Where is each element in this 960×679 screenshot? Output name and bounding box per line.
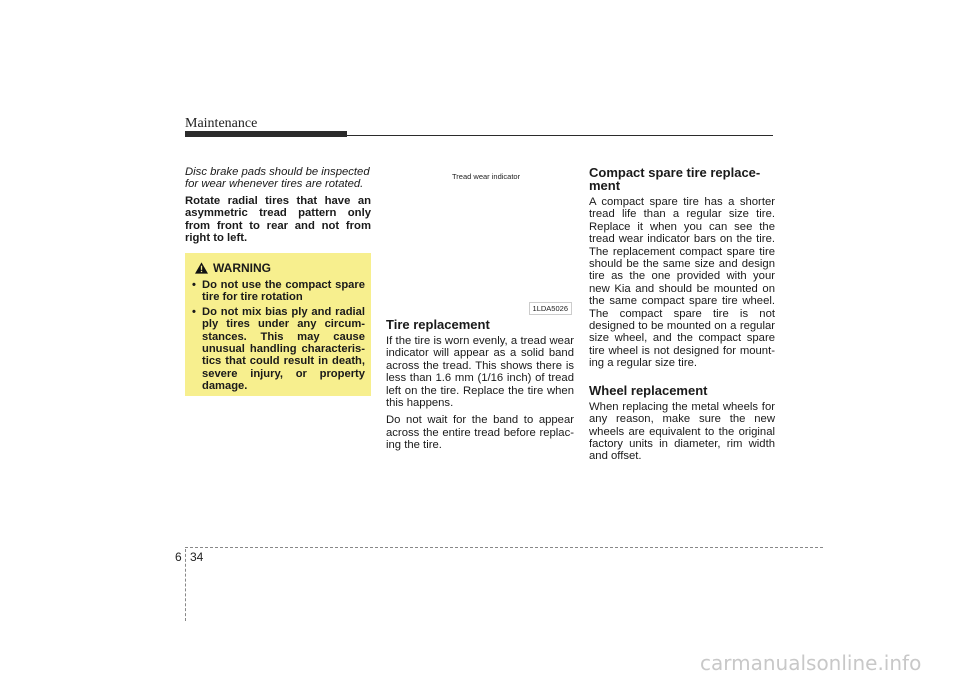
rotation-note: Rotate radial tires that have an asymmetric tread pattern only from front to rear and not from right to left. [185, 194, 371, 245]
chapter-number: 6 [175, 550, 182, 564]
footer-rule [185, 547, 823, 548]
warning-box [185, 253, 371, 396]
wheel-replacement-heading: Wheel replacement [589, 382, 708, 398]
compact-spare-para: A compact spare tire has a shorter tread life than a regular size tire. Replace it when you can see the tread wear indicator bars on the tire. The replacement compact spare tire should be the same size and design tire as the one provided with your new Kia and should be mounted on the same compact spare tire wheel. The compact spare tire is not designed to be mounted on a regular size wheel, and the compact spare tire wheel is not designed for mount-ing a regular size tire. [589, 196, 775, 370]
warning-title: WARNING [213, 261, 271, 275]
watermark: carmanualsonline.info [700, 651, 922, 675]
warning-triangle-icon [195, 262, 208, 274]
warning-item: • Do not mix bias ply and radial ply tires under any circum-stances. This may cause unusual handling characteris-tics that could result in death, severe injury, or property damage. [192, 305, 365, 393]
tire-replacement-para-1: If the tire is worn evenly, a tread wear indicator will appear as a solid band across the tread. This shows there is less than 1.6 mm (1/16 inch) of tread left on the tire. Replace the tire when this happens. [386, 335, 574, 410]
wheel-replacement-para: When replacing the metal wheels for any reason, make sure the new wheels are equivalent to the original factory units in diameter, rim width and offset. [589, 400, 775, 463]
warning-header [195, 261, 271, 275]
warning-item: • Do not use the compact spare tire for tire rotation [192, 279, 365, 304]
tire-replacement-section [386, 318, 574, 457]
figure-code: 1LDA5026 [529, 302, 572, 315]
column-left [185, 166, 371, 244]
compact-spare-heading: Compact spare tire replace-ment [589, 165, 761, 193]
tire-replacement-para-2: Do not wait for the band to appear across the entire tread before replac-ing the tire. [386, 414, 574, 452]
column-right [589, 166, 775, 468]
page-header-title: Maintenance [185, 116, 258, 131]
warning-list [191, 279, 365, 395]
tire-replacement-heading: Tire replacement [386, 317, 490, 332]
page-number-value: 34 [190, 550, 204, 564]
brake-pad-note: Disc brake pads should be inspected for wear whenever tires are rotated. [185, 166, 370, 191]
header-bar [185, 131, 347, 137]
figure-callout: Tread wear indicator [448, 171, 524, 182]
tread-figure [386, 166, 574, 316]
footer-vertical-rule [185, 549, 186, 621]
header-rule [185, 135, 773, 136]
